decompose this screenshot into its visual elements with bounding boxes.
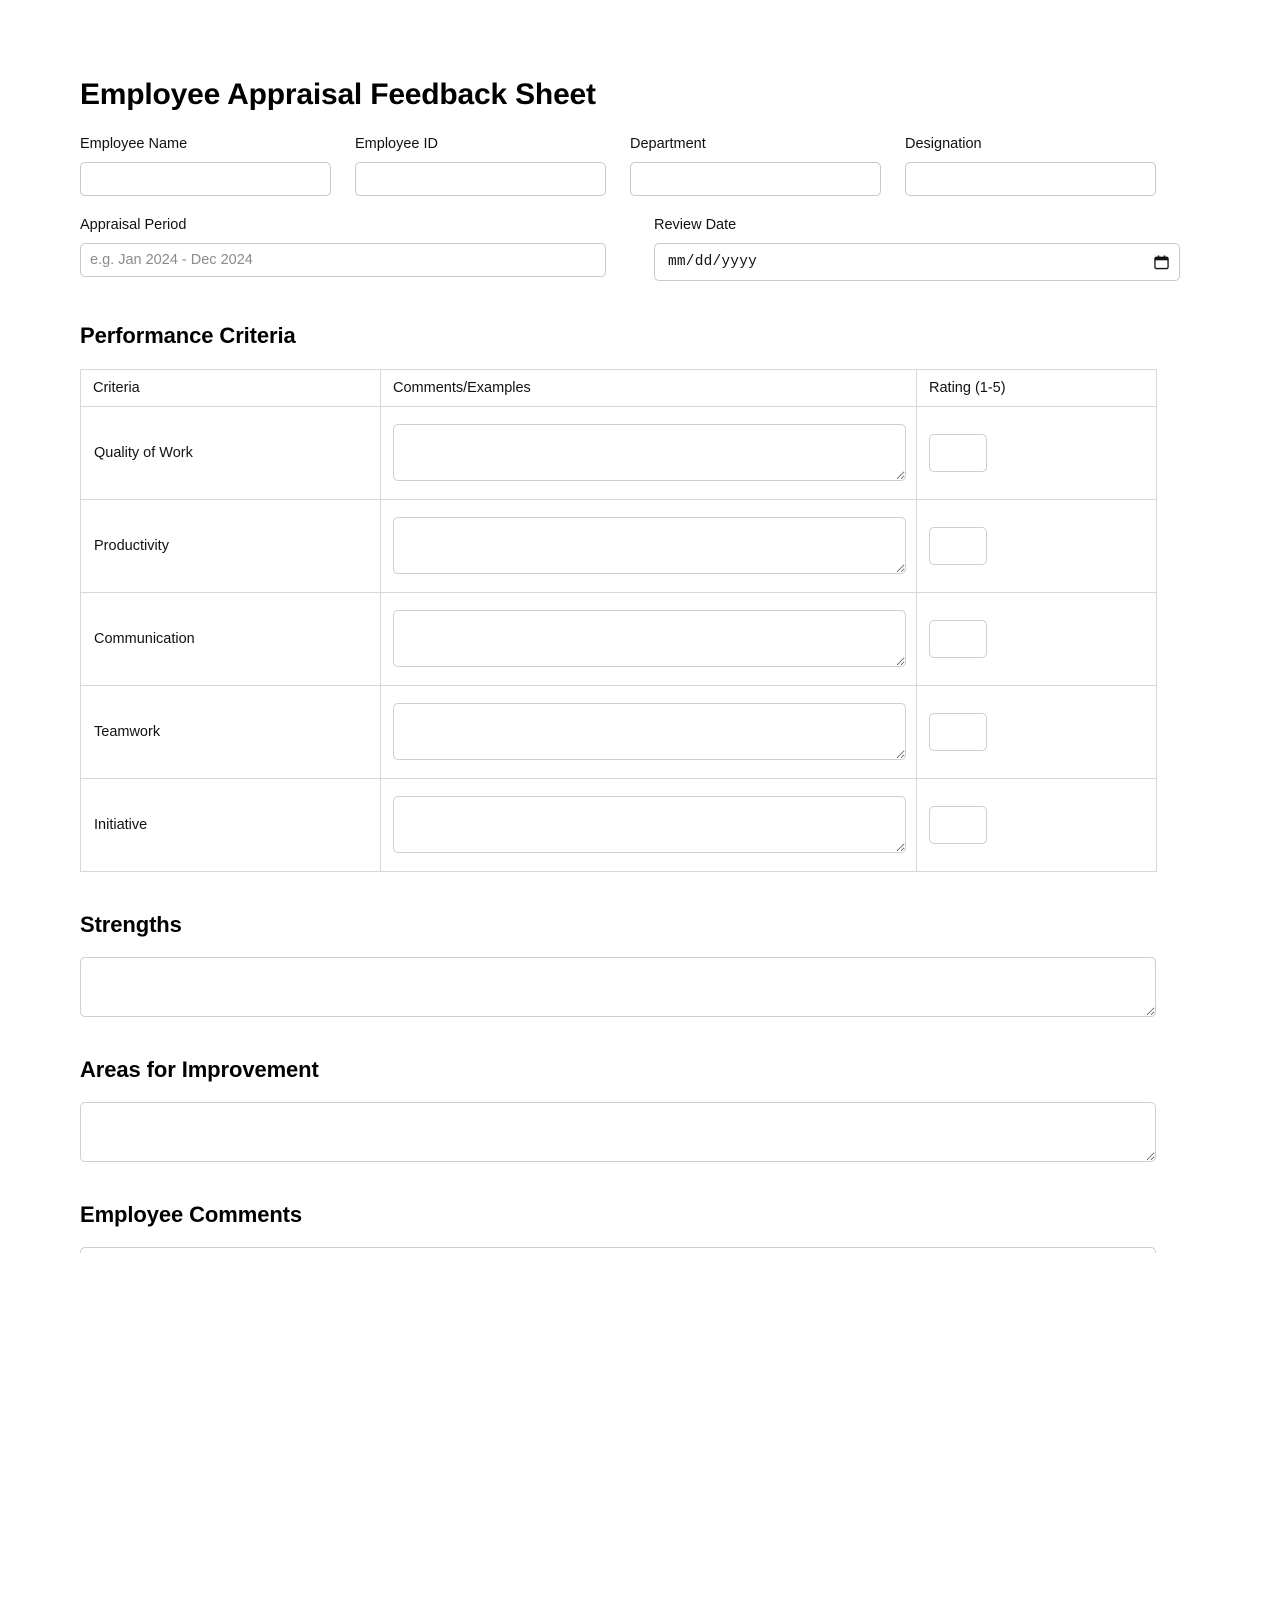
criteria-cell [81,685,381,778]
comments-cell [381,685,917,778]
rating-input-initiative[interactable] [929,806,987,844]
criteria-cell [81,778,381,871]
strengths-textarea[interactable] [80,957,1156,1017]
employee-comments-textarea[interactable] [80,1247,1156,1253]
comments-textarea-initiative[interactable] [393,796,906,853]
rating-input-quality-of-work[interactable] [929,434,987,472]
rating-cell [917,592,1157,685]
rating-input-productivity[interactable] [929,527,987,565]
employee-id-input[interactable] [355,162,606,196]
rating-cell [917,499,1157,592]
table-row [81,685,1157,778]
strengths-section-title: Strengths [80,911,182,937]
page-title: Employee Appraisal Feedback Sheet [80,78,596,111]
criteria-cell [81,406,381,499]
employee-comments-section-title: Employee Comments [80,1201,303,1227]
areas-for-improvement-textarea[interactable] [80,1102,1156,1162]
comments-cell [381,778,917,871]
rating-cell [917,778,1157,871]
employee-comments-section [80,1202,1156,1253]
table-header-row [81,369,1157,406]
comments-cell [381,499,917,592]
criteria-label: Quality of Work [94,444,193,461]
table-row [81,499,1157,592]
comments-cell [381,406,917,499]
identity-fields-row [80,135,1156,196]
designation-input[interactable] [905,162,1156,196]
appraisal-period-label: Appraisal Period [80,216,187,233]
employee-name-input[interactable] [80,162,331,196]
field-designation [905,135,1156,196]
performance-section-title: Performance Criteria [80,322,296,348]
department-label: Department [630,135,706,152]
table-row [81,778,1157,871]
appraisal-period-input[interactable] [80,243,606,277]
column-header-comments: Comments/Examples [381,369,917,406]
department-input[interactable] [630,162,881,196]
table-row [81,406,1157,499]
strengths-section [80,912,1156,1017]
criteria-label: Communication [94,630,195,647]
rating-input-communication[interactable] [929,620,987,658]
employee-id-label: Employee ID [355,135,439,152]
employee-name-label: Employee Name [80,135,188,152]
column-header-criteria: Criteria [81,369,381,406]
field-review-date [654,216,1180,281]
field-department [630,135,881,196]
rating-cell [917,685,1157,778]
table-row [81,592,1157,685]
performance-criteria-table [80,369,1157,872]
improvement-section-title: Areas for Improvement [80,1056,319,1082]
criteria-label: Initiative [94,816,148,833]
criteria-label: Teamwork [94,723,161,740]
comments-textarea-communication[interactable] [393,610,906,667]
comments-cell [381,592,917,685]
field-employee-name [80,135,331,196]
column-header-rating: Rating (1-5) [917,369,1157,406]
rating-cell [917,406,1157,499]
criteria-label: Productivity [94,537,169,554]
criteria-cell [81,499,381,592]
period-and-date-row [80,216,1156,281]
review-date-input[interactable] [654,243,1180,281]
rating-input-teamwork[interactable] [929,713,987,751]
areas-for-improvement-section [80,1057,1156,1162]
review-date-label: Review Date [654,216,737,233]
field-employee-id [355,135,606,196]
performance-criteria-section [80,323,1156,872]
criteria-cell [81,592,381,685]
review-date-display[interactable]: mm/dd/yyyy [654,243,1180,281]
comments-textarea-productivity[interactable] [393,517,906,574]
field-appraisal-period [80,216,606,281]
designation-label: Designation [905,135,982,152]
form-sheet [80,78,1156,1253]
employee-comments-clipped-wrapper [80,1247,1156,1253]
comments-textarea-quality-of-work[interactable] [393,424,906,481]
comments-textarea-teamwork[interactable] [393,703,906,760]
